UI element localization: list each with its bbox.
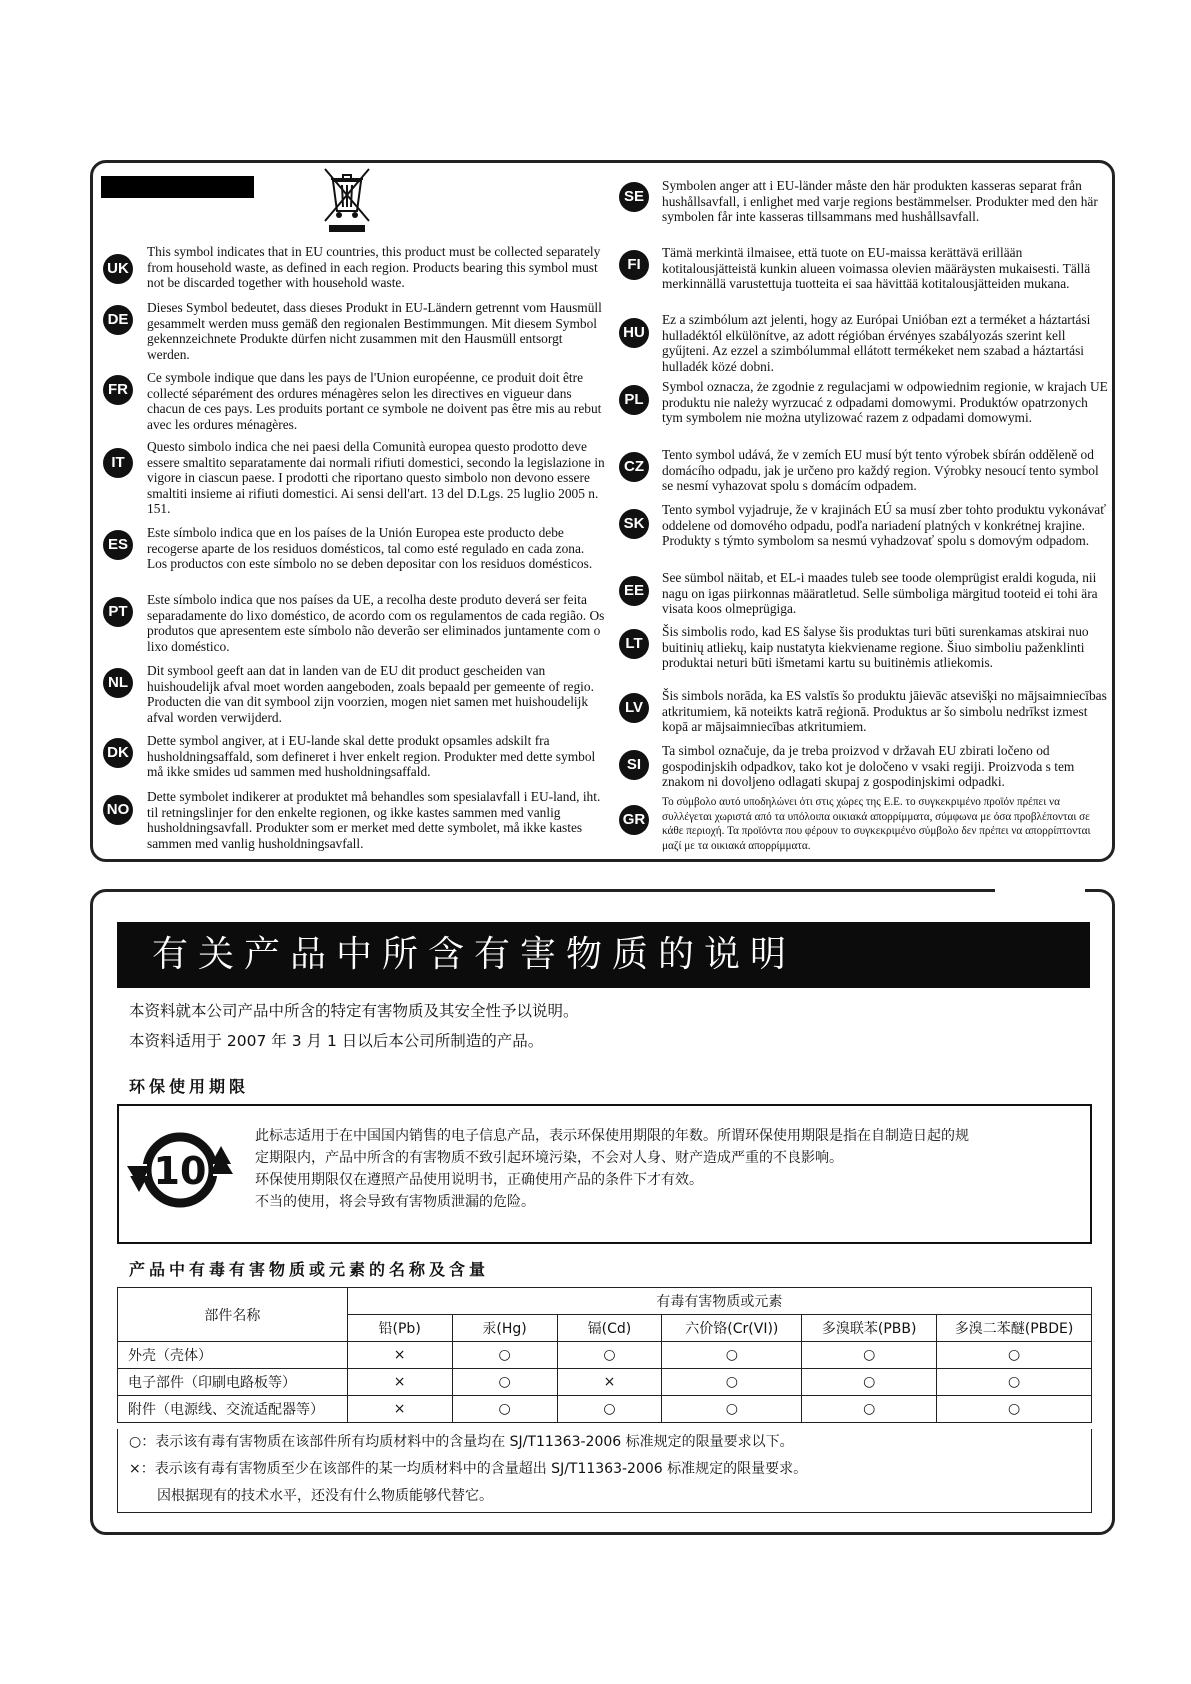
substance-table — [117, 1287, 1092, 1423]
substance-cell: ○ — [452, 1396, 557, 1423]
substance-cell: ○ — [802, 1342, 937, 1369]
note-line: ○：表示该有毒有害物质在该部件所有均质材料中的含量均在 SJ/T11363-2006 标准规定的限量要求以下。 — [129, 1434, 794, 1450]
disposal-text-dk: Dette symbol angiver, at i EU-lande skal dette produkt opsamles adskilt fra husholdningsaffald, som defineret i hver enkelt region. Produkter med dette symbol må ikke smides ud sammen med husholdningsaffald. — [147, 733, 596, 780]
epup-text-line: 定期限内，产品中所含的有害物质不致引起环境污染，不会对人身、财产造成严重的不良影响。 — [255, 1150, 843, 1166]
country-badge-ee: EE — [619, 576, 649, 606]
epup-number: 10 — [153, 1149, 207, 1193]
country-badge-cz: CZ — [619, 452, 649, 482]
country-badge-si: SI — [619, 750, 649, 780]
disposal-text-si: Ta simbol označuje, da je treba proizvod v državah EU zbirati ločeno od gospodinjskih odpadkov, tako kot je določeno v vsaki regiji. Proizvoda s tem znakom ni dovoljeno odlagati skupaj z gospodinjskimi odpadki. — [662, 743, 1075, 790]
country-badge-fr: FR — [103, 375, 133, 405]
country-badge-no: NO — [103, 795, 133, 825]
disposal-text-lt: Šis simbolis rodo, kad ES šalyse šis produktas turi būti surenkamas atskirai nuo buitinių atliekų, kaip nustatyta kiekviename regione. Šiuo simboliu paženklinti produktai neturi būti išmetami kartu su buitinėmis atliekomis. — [662, 624, 1089, 671]
disposal-text-fi: Tämä merkintä ilmaisee, että tuote on EU-maissa kerättävä erillään kotitalousjätteistä kunkin alueen voimassa olevien määräysten mukaisesti. Tällä merkinnällä varustettuja tuotteita ei saa hävittää kotitalousjätteiden mukana. — [662, 245, 1091, 292]
country-badge-lv: LV — [619, 693, 649, 723]
disposal-text-it: Questo simbolo indica che nei paesi della Comunità europea questo prodotto deve essere smaltito separatamente dai normali rifiuti domestici, secondo la legislazione in vigore in ciascun paese. I prodotti che riportano questo simbolo non devono essere smaltiti insieme ai rifiuti domestici. Ai sensi dell'art. 13 del D.Lgs. 25 luglio 2005 n. 151. — [147, 439, 605, 517]
country-badge-lt: LT — [619, 629, 649, 659]
country-badge-pt: PT — [103, 597, 133, 627]
substance-cell: ○ — [937, 1396, 1092, 1423]
crossed-bin-icon — [323, 167, 371, 233]
disposal-text-fr: Ce symbole indique que dans les pays de l'Union européenne, ce produit doit être collecté séparément des ordures ménagères selon les directives en vigueur dans chacun de ces pays. Les produits portant ce symbole ne doivent pas être mis au rebut avec les ordures ménagères. — [147, 370, 602, 432]
column-header: 六价铬(Cr(VI)) — [662, 1315, 802, 1342]
header-black-bar — [101, 176, 254, 198]
substance-cell: ○ — [937, 1342, 1092, 1369]
note-line: ×：表示该有毒有害物质至少在该部件的某一均质材料中的含量超出 SJ/T11363-2006 标准规定的限量要求。 — [129, 1461, 808, 1477]
epup-description — [255, 1125, 1075, 1213]
substance-cell: ○ — [802, 1369, 937, 1396]
epup-heading: 环保使用期限 — [129, 1077, 250, 1096]
substance-cell: ○ — [452, 1369, 557, 1396]
epup-text-line: 环保使用期限仅在遵照产品使用说明书，正确使用产品的条件下才有效。 — [255, 1172, 703, 1188]
country-badge-nl: NL — [103, 668, 133, 698]
country-badge-it: IT — [103, 448, 133, 478]
substance-cell: × — [347, 1396, 452, 1423]
column-header: 铅(Pb) — [347, 1315, 452, 1342]
table-notes — [117, 1429, 1092, 1513]
disposal-text-ee: See sümbol näitab, et EL-i maades tuleb see toode olemprügist eraldi koguda, nii nagu on igas piirkonnas määratletud. Selle sümboliga märgitud tooteid ei tohi ära visata koos olmeprügiga. — [662, 570, 1098, 617]
epup-10-years-icon — [123, 1120, 237, 1220]
intro-line-1: 本资料就本公司产品中所含的特定有害物质及其安全性予以说明。 — [129, 1002, 579, 1020]
table-row — [118, 1342, 1092, 1369]
country-badge-gr: GR — [619, 805, 649, 835]
substance-cell: ○ — [557, 1396, 662, 1423]
substance-cell: ○ — [662, 1396, 802, 1423]
intro-line-2: 本资料适用于 2007 年 3 月 1 日以后本公司所制造的产品。 — [129, 1032, 544, 1050]
country-badge-dk: DK — [103, 738, 133, 768]
disposal-text-es: Este símbolo indica que en los países de la Unión Europea este producto debe recogerse aparte de los residuos domésticos, tal como esté regulado en cada zona. Los productos con este símbolo no se deben depositar con los residuos domésticos. — [147, 525, 593, 572]
country-badge-es: ES — [103, 530, 133, 560]
column-header: 镉(Cd) — [557, 1315, 662, 1342]
substance-cell: ○ — [662, 1369, 802, 1396]
country-badge-sk: SK — [619, 509, 649, 539]
column-header: 多溴联苯(PBB) — [802, 1315, 937, 1342]
disposal-text-pt: Este símbolo indica que nos países da UE, a recolha deste produto deverá ser feita separadamente do lixo doméstico, de acordo com os regulamentos de cada região. Os produtos que apresentem este símbolo não deverão ser eliminados juntamente com o lixo doméstico. — [147, 592, 605, 654]
disposal-text-hu: Ez a szimbólum azt jelenti, hogy az Európai Unióban ezt a terméket a háztartási hulladéktól elkülönítve, az adott régióban érvényes szabályozás szerint kell gyűjteni. Az ezzel a szimbólummal ellátott termékeket nem szabad a háztartási hulladék közé dobni. — [662, 312, 1091, 374]
disposal-text-nl: Dit symbool geeft aan dat in landen van de EU dit product gescheiden van huishoudelijk afval moet worden aangeboden, zoals bepaald per gemeente of regio. Producten die van dit symbool zijn voorzien, mogen niet samen met huishoudelijk afval worden verwijderd. — [147, 663, 594, 725]
part-name-cell: 电子部件（印刷电路板等） — [118, 1369, 348, 1396]
epup-text-line: 此标志适用于在中国国内销售的电子信息产品，表示环保使用期限的年数。所谓环保使用期限是指在自制造日起的规 — [255, 1128, 969, 1144]
part-name-header: 部件名称 — [118, 1288, 348, 1342]
table-row — [118, 1369, 1092, 1396]
country-badge-de: DE — [103, 305, 133, 335]
column-header: 多溴二苯醚(PBDE) — [937, 1315, 1092, 1342]
substance-cell: ○ — [662, 1342, 802, 1369]
table-row — [118, 1396, 1092, 1423]
substance-cell: × — [557, 1369, 662, 1396]
country-badge-se: SE — [619, 182, 649, 212]
part-name-cell: 外壳（壳体） — [118, 1342, 348, 1369]
country-badge-fi: FI — [619, 250, 649, 280]
column-header: 汞(Hg) — [452, 1315, 557, 1342]
epup-text-line: 不当的使用，将会导致有害物质泄漏的危险。 — [255, 1194, 535, 1210]
substance-cell: × — [347, 1369, 452, 1396]
country-badge-uk: UK — [103, 254, 133, 284]
frame-gap — [995, 884, 1085, 894]
disposal-text-gr: Το σύμβολο αυτό υποδηλώνει ότι στις χώρες της Ε.Ε. το συγκεκριμένο προϊόν πρέπει να συλλέγεται χωριστά από τα υπόλοιπα οικιακά απορρίμματα, σύμφωνα με όσα προβλέπονται σε κάθε περιοχή. Τα προϊόντα που φέρουν το συγκεκριμένο σύμβολο δεν πρέπει να απορρίπτονται μαζί με τα οικιακά απορρίμματα. — [662, 796, 1091, 852]
china-title: 有关产品中所含有害物质的说明 — [152, 934, 797, 975]
disposal-text-sk: Tento symbol vyjadruje, že v krajinách EÚ sa musí zber tohto produktu vykonávať oddelene od domového odpadu, podľa nariadení platných v konkrétnej krajine. Produkty s týmto symbolom sa nesmú vyhadzovať spolu s domovým odpadom. — [662, 502, 1106, 549]
country-badge-hu: HU — [619, 318, 649, 348]
substance-cell: ○ — [452, 1342, 557, 1369]
substance-group-header: 有毒有害物质或元素 — [347, 1288, 1091, 1315]
disposal-text-pl: Symbol oznacza, że zgodnie z regulacjami w odpowiednim regionie, w krajach UE produktu nie należy wyrzucać z odpadami domowymi. Produktów opatrzonych tym symbolem nie można utylizować razem z odpadami domowymi. — [662, 379, 1108, 426]
disposal-text-no: Dette symbolet indikerer at produktet må behandles som spesialavfall i EU-land, iht. til retningslinjer for den enkelte regionen, og ikke kastes sammen med vanlig husholdningsavfall. Produkter som er merket med dette symbolet, må ikke kastes sammen med vanlig husholdningsavfall. — [147, 789, 601, 851]
disposal-text-de: Dieses Symbol bedeutet, dass dieses Produkt in EU-Ländern getrennt vom Hausmüll gesammelt werden muss gemäß den regionalen Bestimmungen. Mit diesem Symbol gekennzeichnete Produkte dürfen nicht zusammen mit den Hausmüll entsorgt werden. — [147, 300, 602, 362]
country-badge-pl: PL — [619, 385, 649, 415]
disposal-text-cz: Tento symbol udává, že v zemích EU musí být tento výrobek sbírán odděleně od domácího odpadu, jak je určeno pro každý region. Výrobky nesoucí tento symbol se nesmí vyhazovat spolu s domácím odpadem. — [662, 447, 1099, 494]
substance-cell: ○ — [802, 1396, 937, 1423]
disposal-text-se: Symbolen anger att i EU-länder måste den här produkten kasseras separat från hushållsavfall, i enlighet med varje regions bestämmelser. Produkter med den här symbolen får inte kasseras tillsammans med hushållsavfall. — [662, 178, 1098, 225]
substance-cell: ○ — [937, 1369, 1092, 1396]
part-name-cell: 附件（电源线、交流适配器等） — [118, 1396, 348, 1423]
disposal-text-uk: This symbol indicates that in EU countries, this product must be collected separately from household waste, as defined in each region. Products bearing this symbol must not be discarded together with household waste. — [147, 244, 601, 291]
note-line: 因根据现有的技术水平，还没有什么物质能够代替它。 — [129, 1488, 493, 1504]
substance-table-heading: 产品中有毒有害物质或元素的名称及含量 — [129, 1260, 490, 1279]
disposal-text-lv: Šis simbols norāda, ka ES valstīs šo produktu jāievāc atsevišķi no mājsaimniecības atkritumiem, kā noteikts katrā reģionā. Produktus ar šo simbolu nedrīkst izmest kopā ar mājsaimniecības atkritumiem. — [662, 688, 1107, 735]
substance-cell: × — [347, 1342, 452, 1369]
substance-cell: ○ — [557, 1342, 662, 1369]
